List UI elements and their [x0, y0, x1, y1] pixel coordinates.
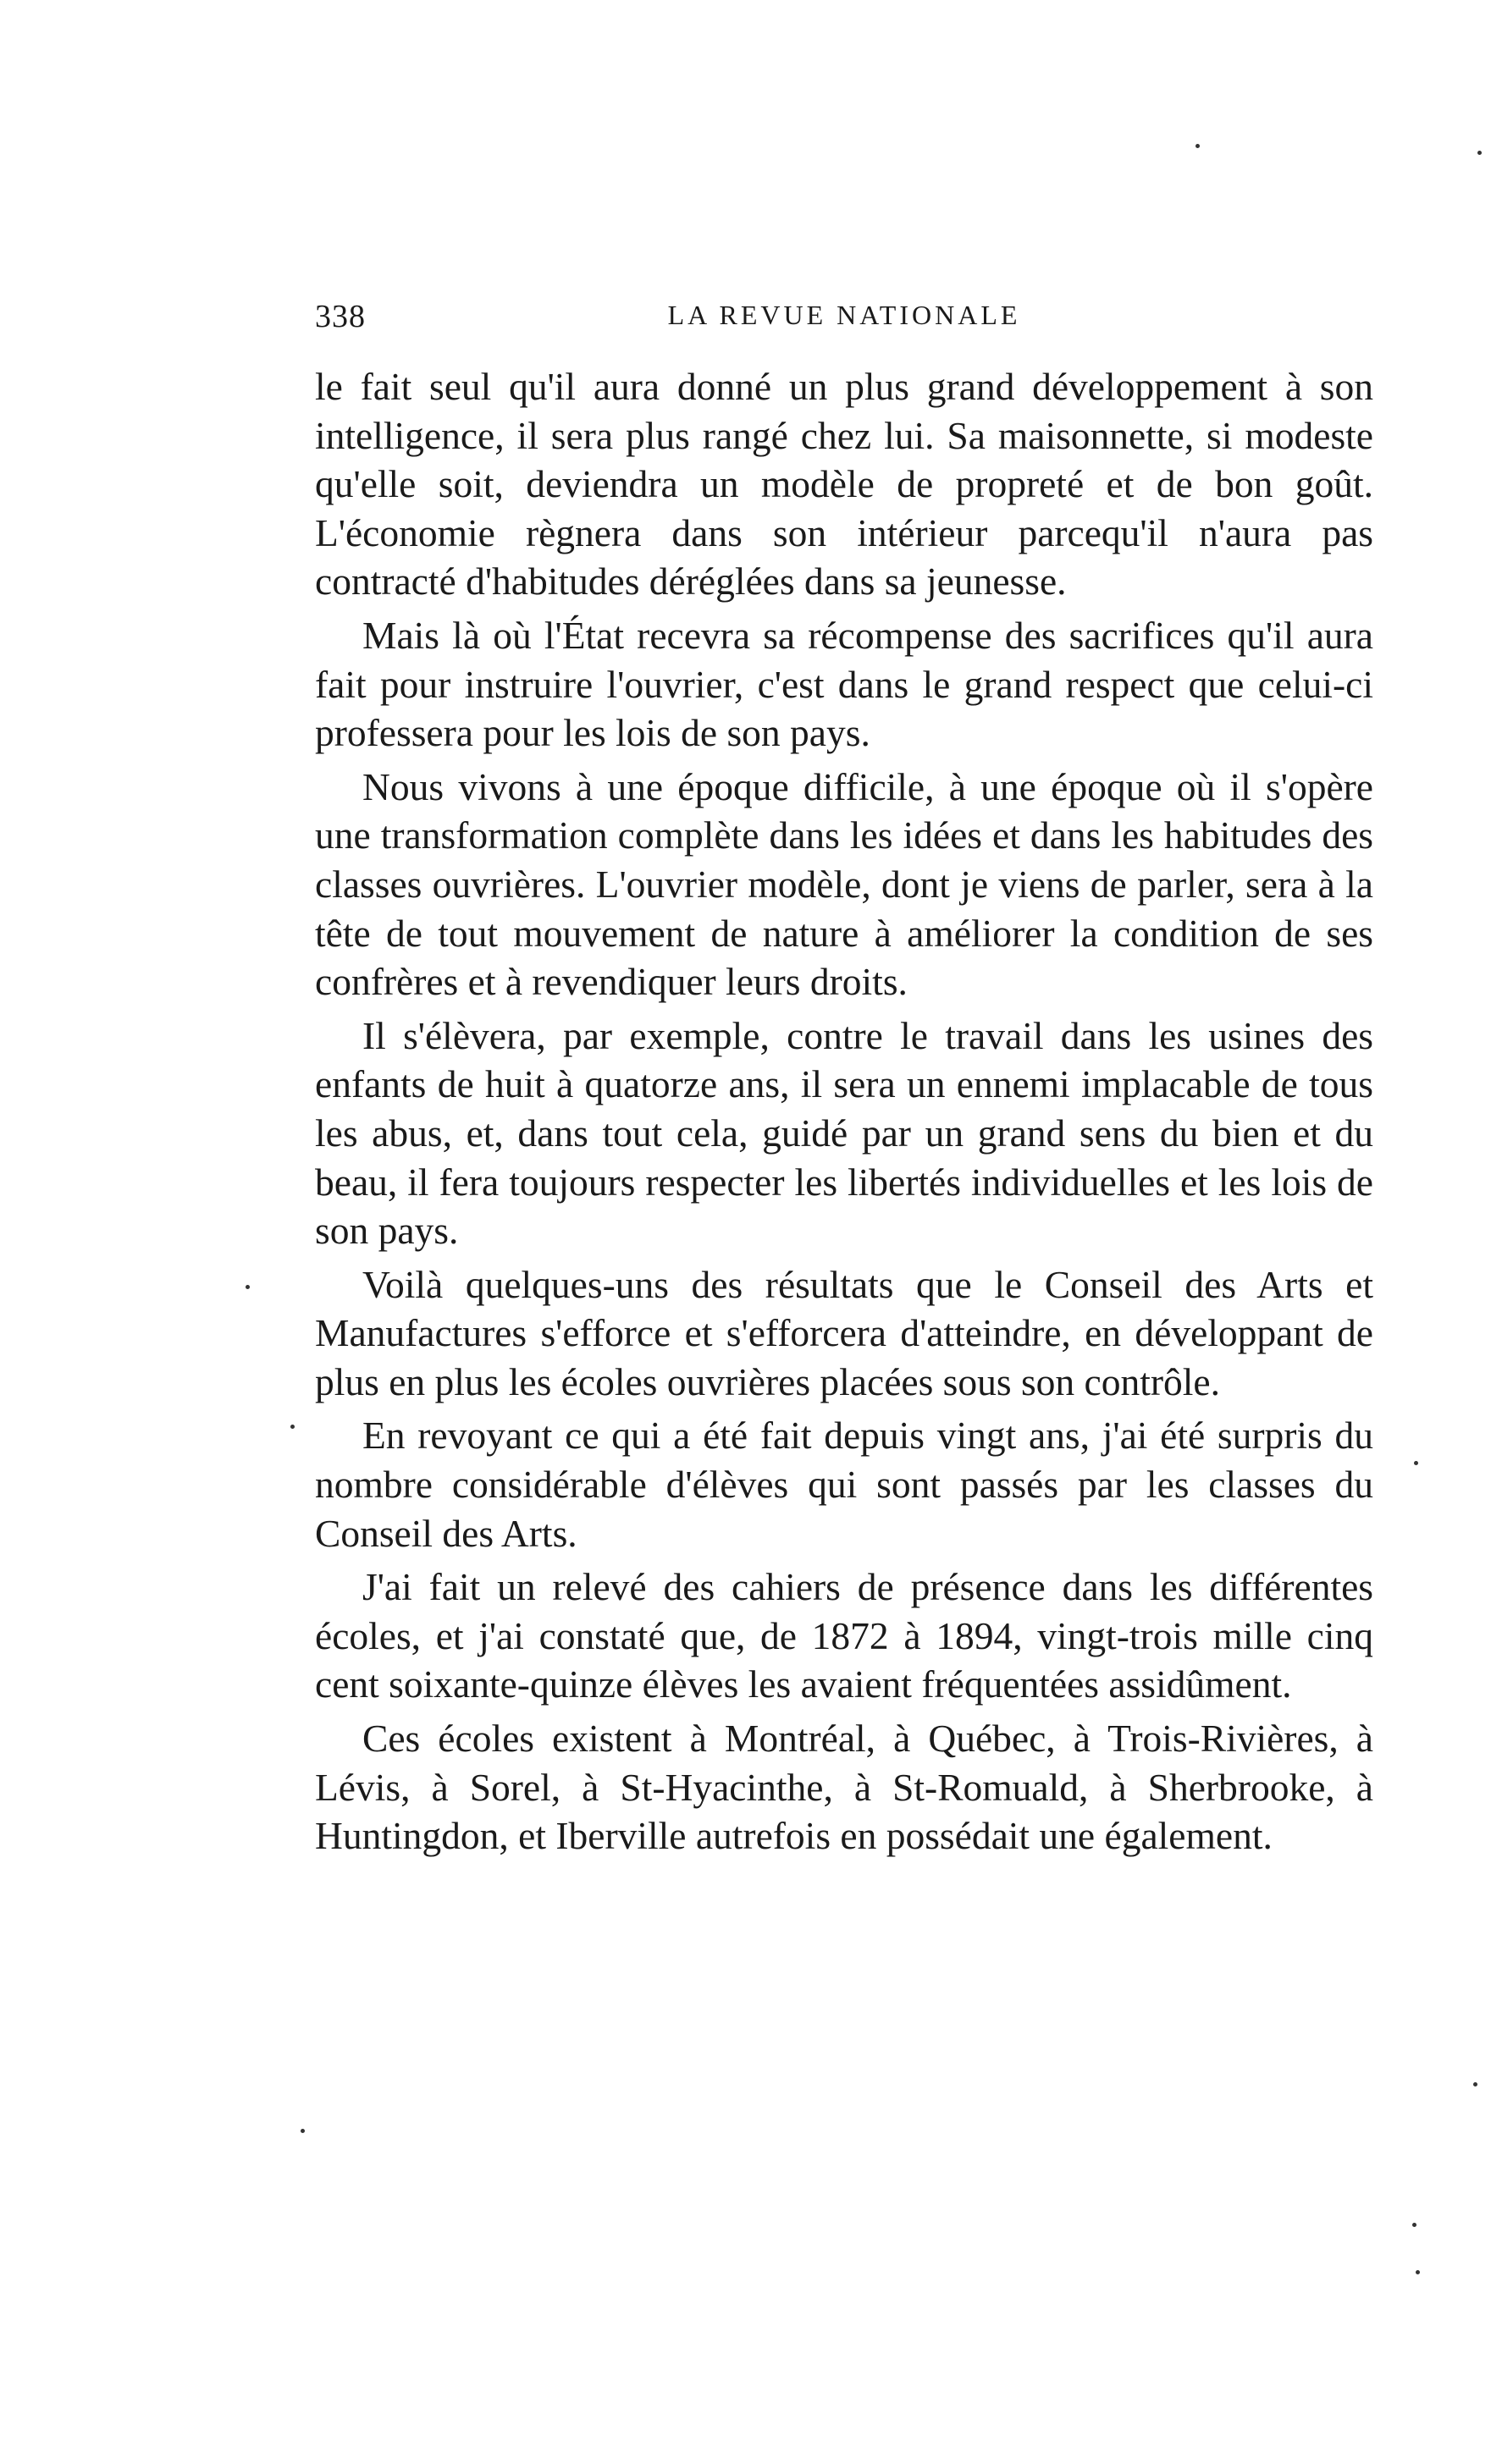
scan-speck: [246, 1285, 250, 1289]
scan-speck: [301, 2129, 305, 2133]
scan-speck: [1196, 144, 1200, 148]
scan-speck: [1414, 1461, 1418, 1465]
paragraph-8: Ces écoles existent à Montréal, à Québec, à Trois-Rivières, à Lévis, à Sorel, à St-Hyacinthe, à St-Romuald, à Sherbrooke, à Huntingdon, et Iberville autrefois en possédait une également.: [315, 1717, 1373, 1858]
paragraph-3: Nous vivons à une époque difficile, à une époque où il s'opère une transformation complète dans les idées et dans les habitudes des classes ouvrières. L'ouvrier modèle, dont je viens de parler, sera à la tête de tout mouvement de nature à améliorer la condition de ses confrères et à revendiquer leurs droits.: [315, 764, 1373, 1004]
paragraph-1: le fait seul qu'il aura donné un plus grand développement à son intelligence, il sera plus rangé chez lui. Sa maisonnette, si modeste qu'elle soit, deviendra un modèle de propreté et de bon goût. L'économie règnera dans son intérieur parcequ'il n'aura pas contracté d'habitudes déréglées dans sa jeunesse.: [315, 365, 1373, 604]
paragraph-6: En revoyant ce qui a été fait depuis vingt ans, j'ai été surpris du nombre considérable d'élèves qui sont passés par les classes du Conseil des Arts.: [315, 1414, 1373, 1555]
paragraph-4: Il s'élèvera, par exemple, contre le travail dans les usines des enfants de huit à quatorze ans, il sera un ennemi implacable de tous les abus, et, dans tout cela, guidé par un grand sens du bien et du beau, il fera toujours respecter les libertés individuelles et les lois de son pays.: [315, 1013, 1373, 1253]
paragraph-5: Voilà quelques-uns des résultats que le Conseil des Arts et Manufactures s'efforce et s'efforcera d'atteindre, en développant de plus en plus les écoles ouvrières placées sous son contrôle.: [315, 1262, 1373, 1403]
scan-speck: [1412, 2223, 1416, 2227]
body-text: [315, 362, 1373, 1860]
page-number: 338: [315, 299, 366, 334]
scan-speck: [290, 1425, 295, 1429]
scan-speck: [1416, 2270, 1420, 2274]
paragraph-7: J'ai fait un relevé des cahiers de présence dans les différentes écoles, et j'ai constaté que, de 1872 à 1894, vingt-trois mille cinq cent soixante-quinze élèves les avaient fréquentées assidûment.: [315, 1565, 1373, 1706]
scan-speck: [1473, 2082, 1477, 2086]
scan-speck: [1477, 151, 1482, 155]
page-header: [315, 298, 1373, 340]
running-title: LA REVUE NATIONALE: [667, 300, 1021, 330]
paragraph-2: Mais là où l'État recevra sa récompense des sacrifices qu'il aura fait pour instruire l'ouvrier, c'est dans le grand respect que celui-ci professera pour les lois de son pays.: [315, 613, 1373, 755]
